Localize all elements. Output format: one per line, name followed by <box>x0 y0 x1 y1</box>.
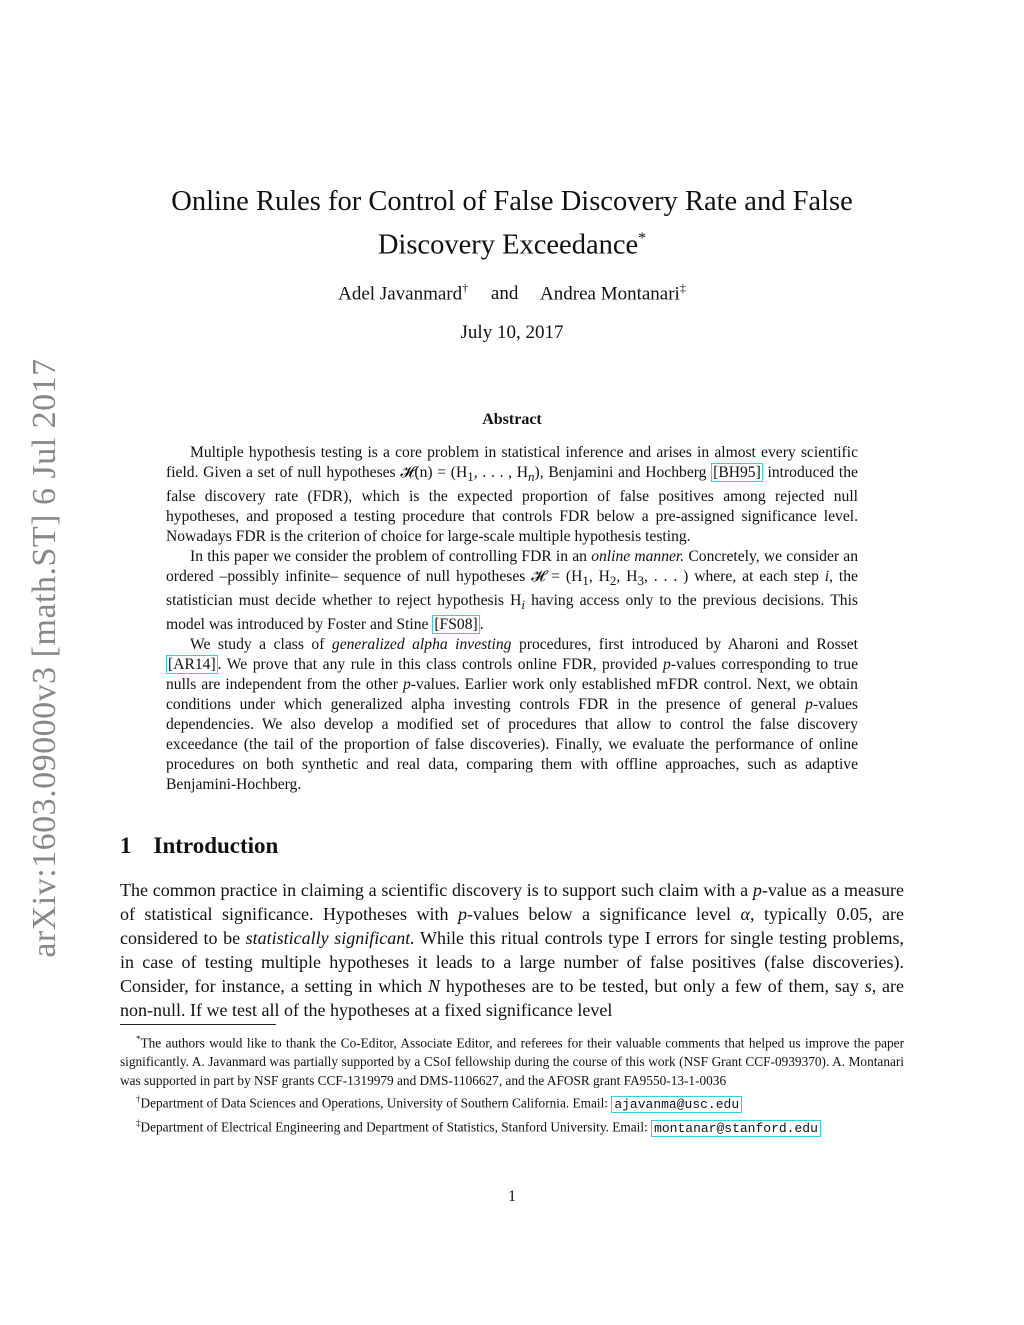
abstract-paragraph-3: We study a class of generalized alpha investing procedures, first introduced by Aharoni and Rosset [AR14] . We prove that any rule in this class controls online FDR, provided p-values corresponding to true nulls are independent from the other p-values. Earlier work only established mFDR control. Next, we obtain conditions under which generalized alpha investing controls FDR in the presence of general p-values dependencies. We also develop a modified set of procedures that allow to control the false discovery exceedance (the tail of the proportion of false discoveries). Finally, we evaluate the performance of online procedures on both synthetic and real data, comparing them with offline approaches, such as adaptive Benjamini-Hochberg. <box>166 636 859 794</box>
paper-title <box>120 183 904 264</box>
email-link-montanari[interactable]: montanar@stanford.edu <box>651 1120 821 1137</box>
section-heading-introduction <box>120 833 278 859</box>
arxiv-identifier-stamp: arXiv:1603.09000v3 [math.ST] 6 Jul 2017 <box>26 358 63 958</box>
section-title: Introduction <box>153 833 279 858</box>
title-line-2: Discovery Exceedance <box>377 229 639 261</box>
abstract-paragraph-1: Multiple hypothesis testing is a core problem in statistical inference and arises in almost every scientific field. Given a set of null hypotheses 𝓗(n) = ($H_1$, . . . , $H_n$), Benjamini and Hochberg [BH95] introduced the false discovery rate (FDR), which is the expected proportion of false positives among rejected null hypotheses, and proposed a testing procedure that controls FDR below a pre-assigned significance level. Nowadays FDR is the criterion of choice for large-scale multiple hypothesis testing. <box>166 444 858 546</box>
abstract-heading: Abstract <box>482 411 542 428</box>
author-montanari: Andrea Montanari <box>540 283 680 305</box>
email-link-javanmard[interactable]: ajavanma@usc.edu <box>611 1096 742 1113</box>
author-javanmard: Adel Javanmard <box>338 283 463 305</box>
introduction-paragraph: The common practice in claiming a scientific discovery is to support such claim with a p-value as a measure of statistical significance. Hypotheses with p-values below a significance level α, typically 0.05, are considered to be statistically significant. While this ritual controls type I errors for single testing problems, in case of testing multiple hypotheses it leads to a large number of false positives (false discoveries). Consider, for instance, a setting in which N hypotheses are to be tested, but only a few of them, say s, are non-null. If we test all of the hypotheses at a fixed significance level <box>120 880 905 1020</box>
footnotes <box>120 1030 904 1138</box>
footnote-montanari-affiliation: ‡Department of Electrical Engineering and Department of Statistics, Stanford University. Email: montanar@stanford.edu <box>120 1114 904 1138</box>
author-list <box>120 281 904 305</box>
page-number: 1 <box>508 1188 516 1205</box>
title-footnote-mark: * <box>638 230 647 247</box>
citation-fs08-link[interactable]: [FS08] <box>434 616 478 634</box>
abstract-body <box>166 443 858 795</box>
author-1-footnote-mark: † <box>462 281 469 295</box>
author-2-footnote-mark: ‡ <box>679 281 686 295</box>
author-conjunction: and <box>490 283 519 305</box>
citation-bh95-link[interactable]: [BH95] <box>713 464 761 481</box>
section-number: 1 <box>120 833 132 858</box>
abstract-paragraph-2: In this paper we consider the problem of controlling FDR in an online manner. Concretely, we consider an ordered –possibly infinite– sequence of null hypotheses 𝓗 = ($H_1$, $H_2$, $H_3$, . . . ) where, at each step i, the statistician must decide whether to reject hypothesis $H_i$ having access only to the previous decisions. This model was introduced by Foster and Stine [FS08] . <box>166 548 859 634</box>
citation-ar14-link[interactable]: [AR14] <box>168 656 216 674</box>
title-line-1: Online Rules for Control of False Discovery Rate and False <box>171 186 853 217</box>
footnote-divider <box>120 1024 276 1025</box>
paper-date: July 10, 2017 <box>460 322 564 343</box>
footnote-javanmard-affiliation: †Department of Data Sciences and Operations, University of Southern California. Email: ajavanma@usc.edu <box>120 1090 904 1114</box>
footnote-acknowledgments: *The authors would like to thank the Co-Editor, Associate Editor, and referees for their valuable comments that helped us improve the paper significantly. A. Javanmard was partially supported by a CSoI fellowship during the course of this work (NSF Grant CCF-0939370). A. Montanari was supported in part by NSF grants CCF-1319979 and DMS-1106627, and the AFOSR grant FA9550-13-1-0036 <box>120 1034 904 1088</box>
